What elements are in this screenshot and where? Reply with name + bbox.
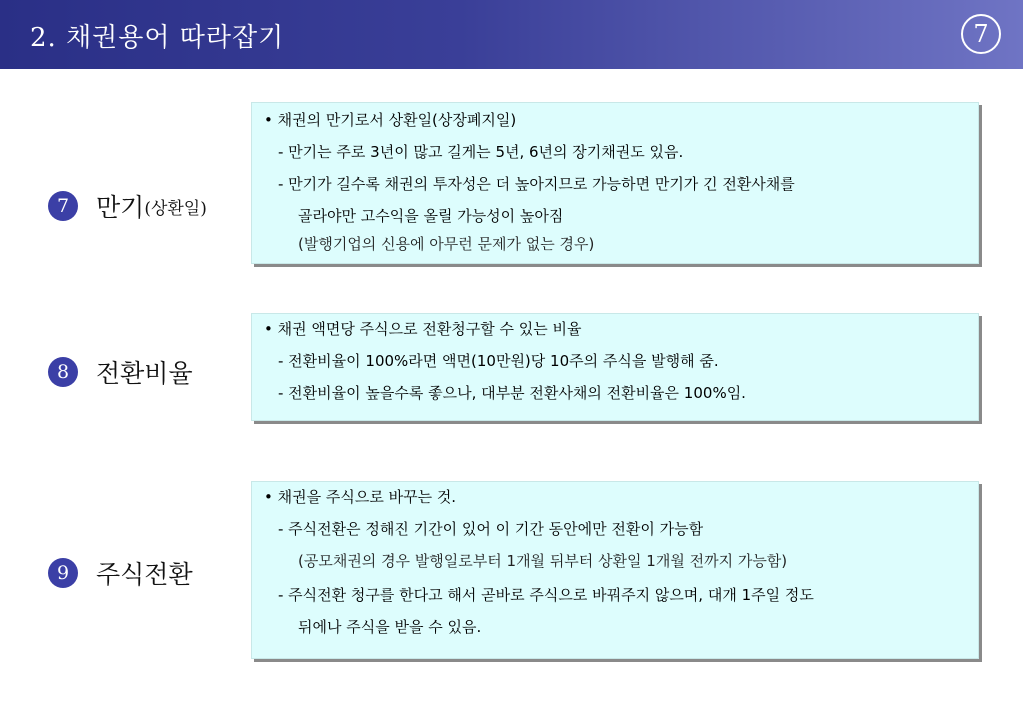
term-name: 만기	[96, 193, 145, 222]
term-name: 전환비율	[96, 359, 193, 388]
definition-box-stock-conversion	[251, 481, 979, 659]
term-conversion-ratio	[48, 354, 193, 390]
definition-line: - 전환비율이 100%라면 액면(10만원)당 10주의 주식을 발행해 줌.	[278, 352, 719, 370]
definition-line: - 전환비율이 높을수록 좋으나, 대부분 전환사채의 전환비율은 100%임.	[278, 384, 746, 402]
definition-line: - 만기는 주로 3년이 많고 길게는 5년, 6년의 장기채권도 있음.	[278, 143, 684, 161]
definition-note: (공모채권의 경우 발행일로부터 1개월 뒤부터 상환일 1개월 전까지 가능함)	[298, 552, 788, 570]
page-number-badge: 7	[961, 14, 1001, 54]
definition-line: 골라야만 고수익을 올릴 가능성이 높아짐	[298, 207, 564, 225]
term-number-badge: 8	[48, 357, 78, 387]
definition-line: - 주식전환 청구를 한다고 해서 곧바로 주식으로 바꿔주지 않으며, 대개 1주일 정도	[278, 586, 814, 604]
definition-line: • 채권의 만기로서 상환일(상장폐지일)	[264, 111, 517, 129]
definition-box-maturity	[251, 102, 979, 264]
definition-line: • 채권을 주식으로 바꾸는 것.	[264, 488, 457, 506]
title-bar	[0, 0, 1023, 69]
definition-line: • 채권 액면당 주식으로 전환청구할 수 있는 비율	[264, 320, 582, 338]
term-number-badge: 9	[48, 558, 78, 588]
term-maturity	[48, 188, 207, 224]
term-number-badge: 7	[48, 191, 78, 221]
term-name: 주식전환	[96, 560, 193, 589]
term-stock-conversion	[48, 555, 193, 591]
definition-line: 뒤에나 주식을 받을 수 있음.	[298, 618, 482, 636]
definition-box-conversion-ratio	[251, 313, 979, 421]
page-title: 2. 채권용어 따라잡기	[30, 23, 285, 53]
definition-note: (발행기업의 신용에 아무런 문제가 없는 경우)	[298, 235, 595, 253]
term-subname: (상환일)	[144, 198, 207, 219]
definition-line: - 주식전환은 정해진 기간이 있어 이 기간 동안에만 전환이 가능함	[278, 520, 704, 538]
definition-line: - 만기가 길수록 채권의 투자성은 더 높아지므로 가능하면 만기가 긴 전환사채를	[278, 175, 795, 193]
